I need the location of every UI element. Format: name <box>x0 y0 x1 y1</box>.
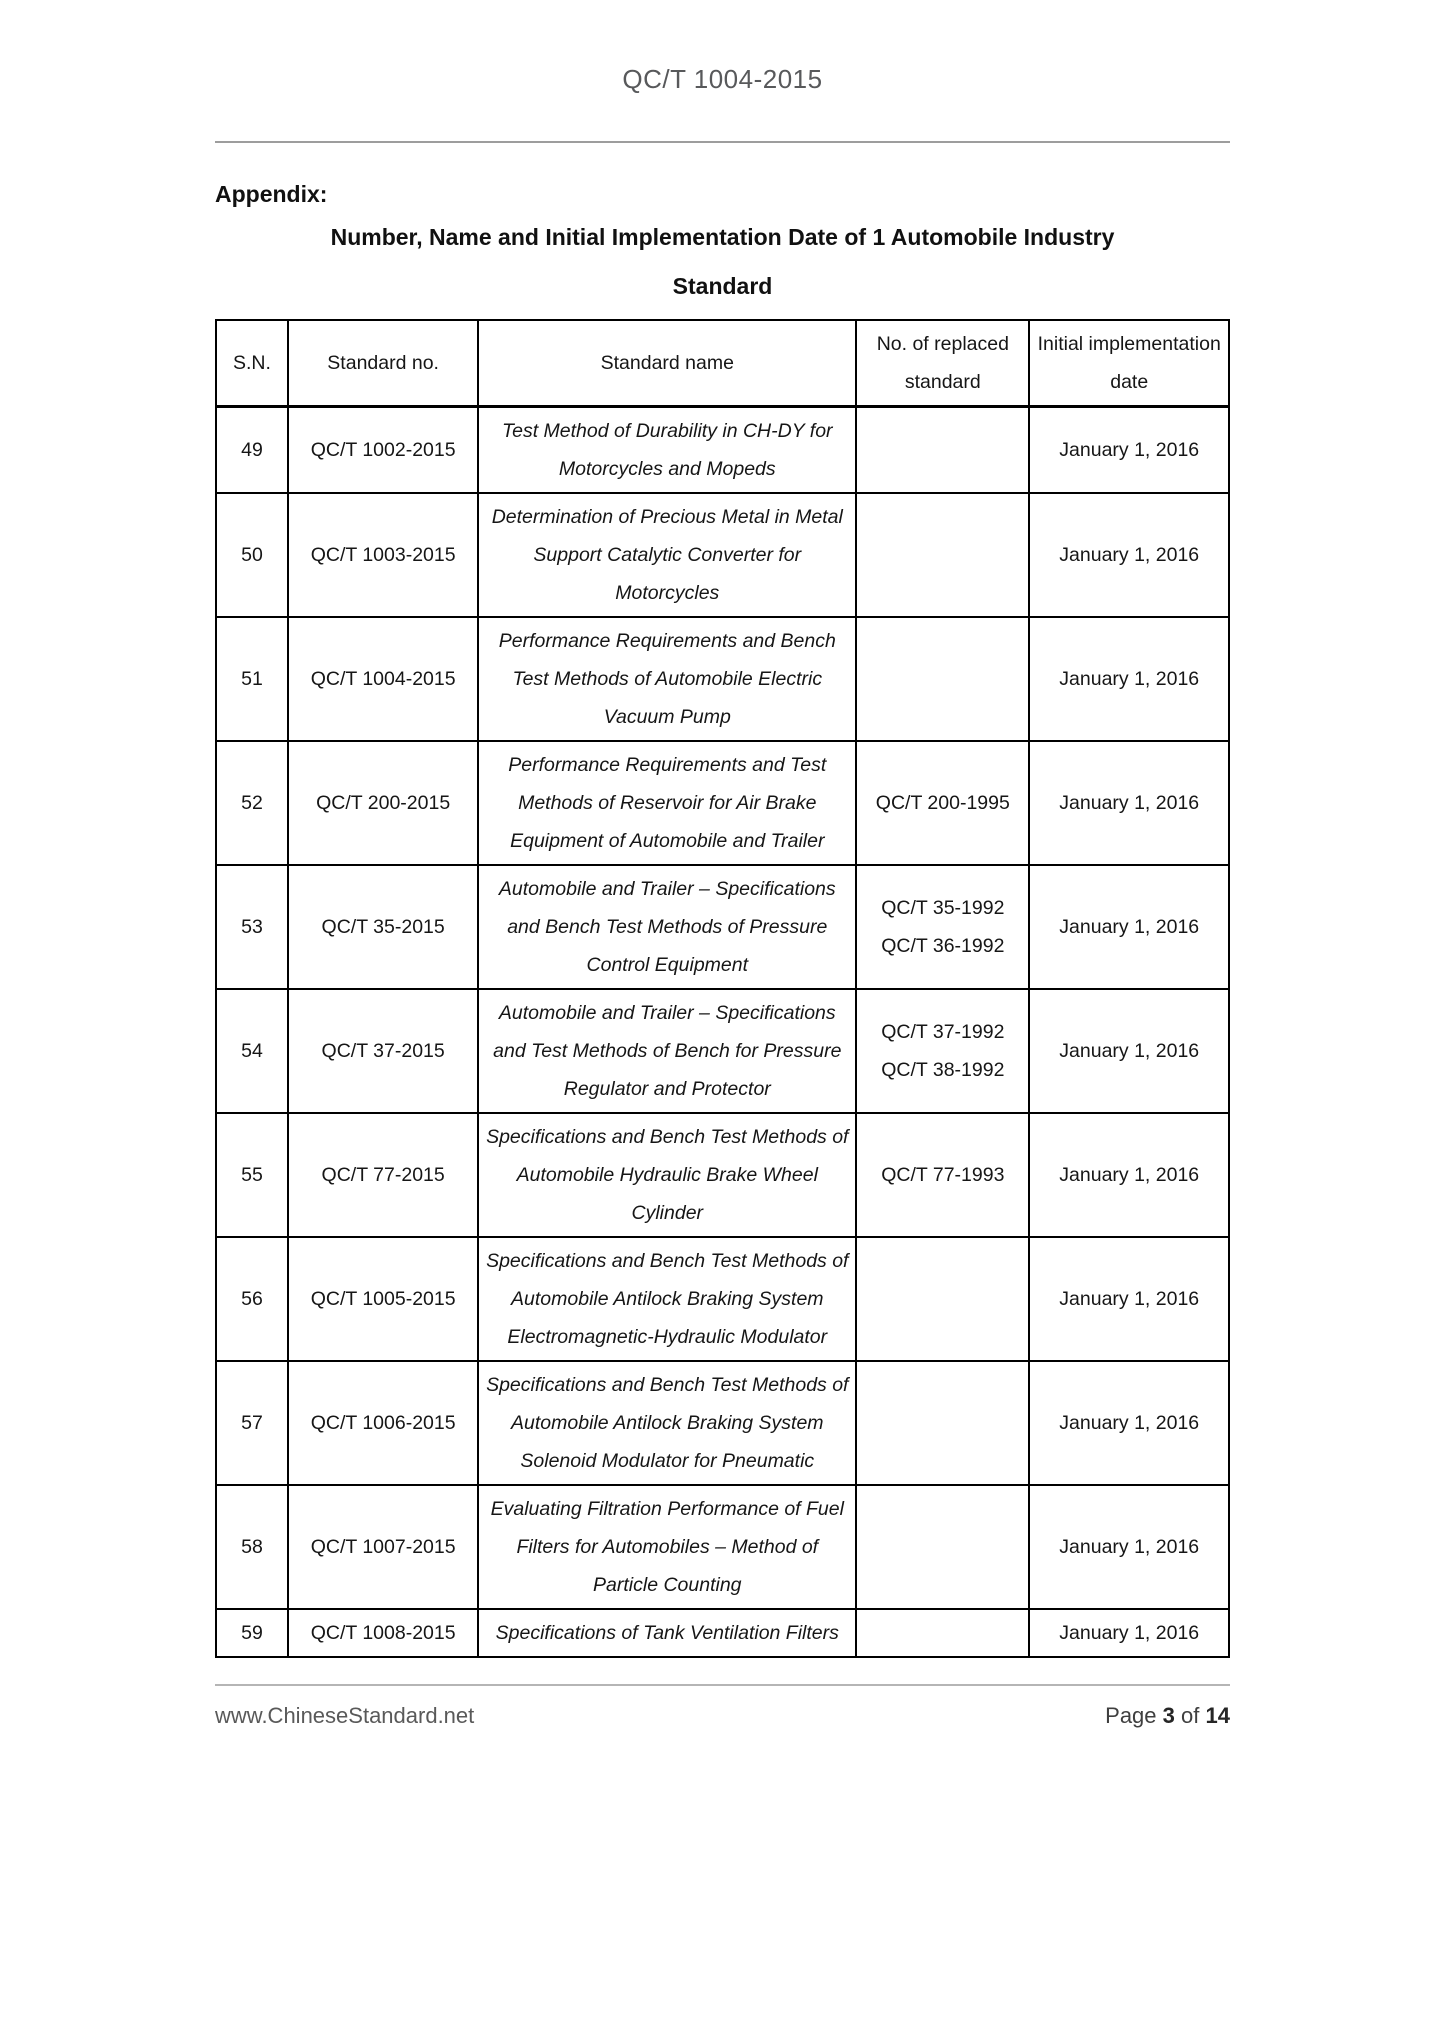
cell-standard-no: QC/T 200-2015 <box>288 741 478 865</box>
footer-of-word: of <box>1181 1703 1200 1728</box>
appendix-label: Appendix: <box>215 181 328 207</box>
cell-standard-no: QC/T 35-2015 <box>288 865 478 989</box>
table-row <box>216 1113 1229 1237</box>
column-header-4: No. of replaced standard <box>856 320 1029 407</box>
footer-site-link[interactable]: www.ChineseStandard.net <box>215 1703 475 1728</box>
cell-standard-no: QC/T 1007-2015 <box>288 1485 478 1609</box>
cell-replaced-standard <box>856 1485 1029 1609</box>
cell-sn: 54 <box>216 989 288 1113</box>
cell-replaced-standard <box>856 1361 1029 1485</box>
cell-standard-name: Specifications and Bench Test Methods of Automobile Antilock Braking System Solenoid Modulator for Pneumatic <box>478 1361 856 1485</box>
doc-number-header: QC/T 1004-2015 <box>622 64 823 94</box>
cell-standard-no: QC/T 37-2015 <box>288 989 478 1113</box>
cell-standard-no: QC/T 77-2015 <box>288 1113 478 1237</box>
cell-standard-name: Determination of Precious Metal in Metal Support Catalytic Converter for Motorcycles <box>478 493 856 617</box>
cell-implementation-date: January 1, 2016 <box>1029 493 1229 617</box>
footer-page-word: Page <box>1105 1703 1157 1728</box>
table-body <box>216 407 1229 1658</box>
footer-page-indicator <box>1105 1703 1230 1729</box>
table-row <box>216 865 1229 989</box>
table-title-line-2: Standard <box>672 273 773 299</box>
footer-page-total: 14 <box>1205 1703 1230 1728</box>
cell-sn: 51 <box>216 617 288 741</box>
cell-sn: 59 <box>216 1609 288 1657</box>
cell-standard-name: Specifications and Bench Test Methods of Automobile Hydraulic Brake Wheel Cylinder <box>478 1113 856 1237</box>
table-row <box>216 989 1229 1113</box>
page-footer <box>215 1703 1230 1729</box>
cell-standard-no: QC/T 1002-2015 <box>288 407 478 494</box>
column-header-5: Initial implementation date <box>1029 320 1229 407</box>
footer-page-number: 3 <box>1162 1703 1175 1728</box>
cell-sn: 57 <box>216 1361 288 1485</box>
header-divider <box>215 141 1230 143</box>
footer-divider <box>215 1684 1230 1686</box>
cell-implementation-date: January 1, 2016 <box>1029 1361 1229 1485</box>
cell-implementation-date: January 1, 2016 <box>1029 989 1229 1113</box>
cell-standard-no: QC/T 1006-2015 <box>288 1361 478 1485</box>
cell-standard-no: QC/T 1003-2015 <box>288 493 478 617</box>
replaced-standard-entry: QC/T 200-1995 <box>875 792 1010 814</box>
cell-standard-name: Specifications and Bench Test Methods of Automobile Antilock Braking System Electromagnetic-Hydraulic Modulator <box>478 1237 856 1361</box>
cell-implementation-date: January 1, 2016 <box>1029 1609 1229 1657</box>
cell-standard-no: QC/T 1008-2015 <box>288 1609 478 1657</box>
replaced-standard-entry: QC/T 37-1992 <box>881 1021 1005 1043</box>
cell-replaced-standard <box>856 1237 1029 1361</box>
standards-table <box>215 319 1230 1658</box>
cell-standard-name: Specifications of Tank Ventilation Filters <box>478 1609 856 1657</box>
cell-replaced-standard <box>856 617 1029 741</box>
table-title-line-1: Number, Name and Initial Implementation Date of 1 Automobile Industry <box>330 224 1115 250</box>
table-row <box>216 1237 1229 1361</box>
cell-sn: 55 <box>216 1113 288 1237</box>
table-row <box>216 741 1229 865</box>
table-row <box>216 407 1229 494</box>
cell-sn: 52 <box>216 741 288 865</box>
column-header-3: Standard name <box>478 320 856 407</box>
cell-sn: 56 <box>216 1237 288 1361</box>
replaced-standard-entry: QC/T 36-1992 <box>881 935 1005 957</box>
cell-standard-no: QC/T 1004-2015 <box>288 617 478 741</box>
table-row <box>216 1361 1229 1485</box>
cell-replaced-standard <box>856 865 1029 989</box>
cell-replaced-standard <box>856 1113 1029 1237</box>
cell-replaced-standard <box>856 407 1029 494</box>
cell-implementation-date: January 1, 2016 <box>1029 865 1229 989</box>
column-header-1: S.N. <box>216 320 288 407</box>
table-row <box>216 493 1229 617</box>
cell-implementation-date: January 1, 2016 <box>1029 1113 1229 1237</box>
replaced-standard-entry: QC/T 35-1992 <box>881 897 1005 919</box>
cell-standard-no: QC/T 1005-2015 <box>288 1237 478 1361</box>
table-row <box>216 1609 1229 1657</box>
cell-standard-name: Automobile and Trailer – Specifications and Test Methods of Bench for Pressure Regulator and Protector <box>478 989 856 1113</box>
cell-implementation-date: January 1, 2016 <box>1029 1485 1229 1609</box>
cell-standard-name: Evaluating Filtration Performance of Fuel Filters for Automobiles – Method of Particle Counting <box>478 1485 856 1609</box>
cell-standard-name: Performance Requirements and Test Methods of Reservoir for Air Brake Equipment of Automobile and Trailer <box>478 741 856 865</box>
table-head-row <box>216 320 1229 407</box>
cell-standard-name: Test Method of Durability in CH-DY for Motorcycles and Mopeds <box>478 407 856 494</box>
replaced-standard-entry: QC/T 77-1993 <box>881 1164 1005 1186</box>
cell-sn: 50 <box>216 493 288 617</box>
cell-implementation-date: January 1, 2016 <box>1029 741 1229 865</box>
cell-implementation-date: January 1, 2016 <box>1029 617 1229 741</box>
cell-sn: 53 <box>216 865 288 989</box>
cell-replaced-standard <box>856 493 1029 617</box>
column-header-2: Standard no. <box>288 320 478 407</box>
table-row <box>216 617 1229 741</box>
cell-implementation-date: January 1, 2016 <box>1029 1237 1229 1361</box>
cell-standard-name: Performance Requirements and Bench Test Methods of Automobile Electric Vacuum Pump <box>478 617 856 741</box>
cell-replaced-standard <box>856 741 1029 865</box>
cell-standard-name: Automobile and Trailer – Specifications and Bench Test Methods of Pressure Control Equipment <box>478 865 856 989</box>
table-row <box>216 1485 1229 1609</box>
cell-sn: 49 <box>216 407 288 494</box>
replaced-standard-entry: QC/T 38-1992 <box>881 1059 1005 1081</box>
cell-replaced-standard <box>856 1609 1029 1657</box>
cell-replaced-standard <box>856 989 1029 1113</box>
cell-sn: 58 <box>216 1485 288 1609</box>
cell-implementation-date: January 1, 2016 <box>1029 407 1229 494</box>
